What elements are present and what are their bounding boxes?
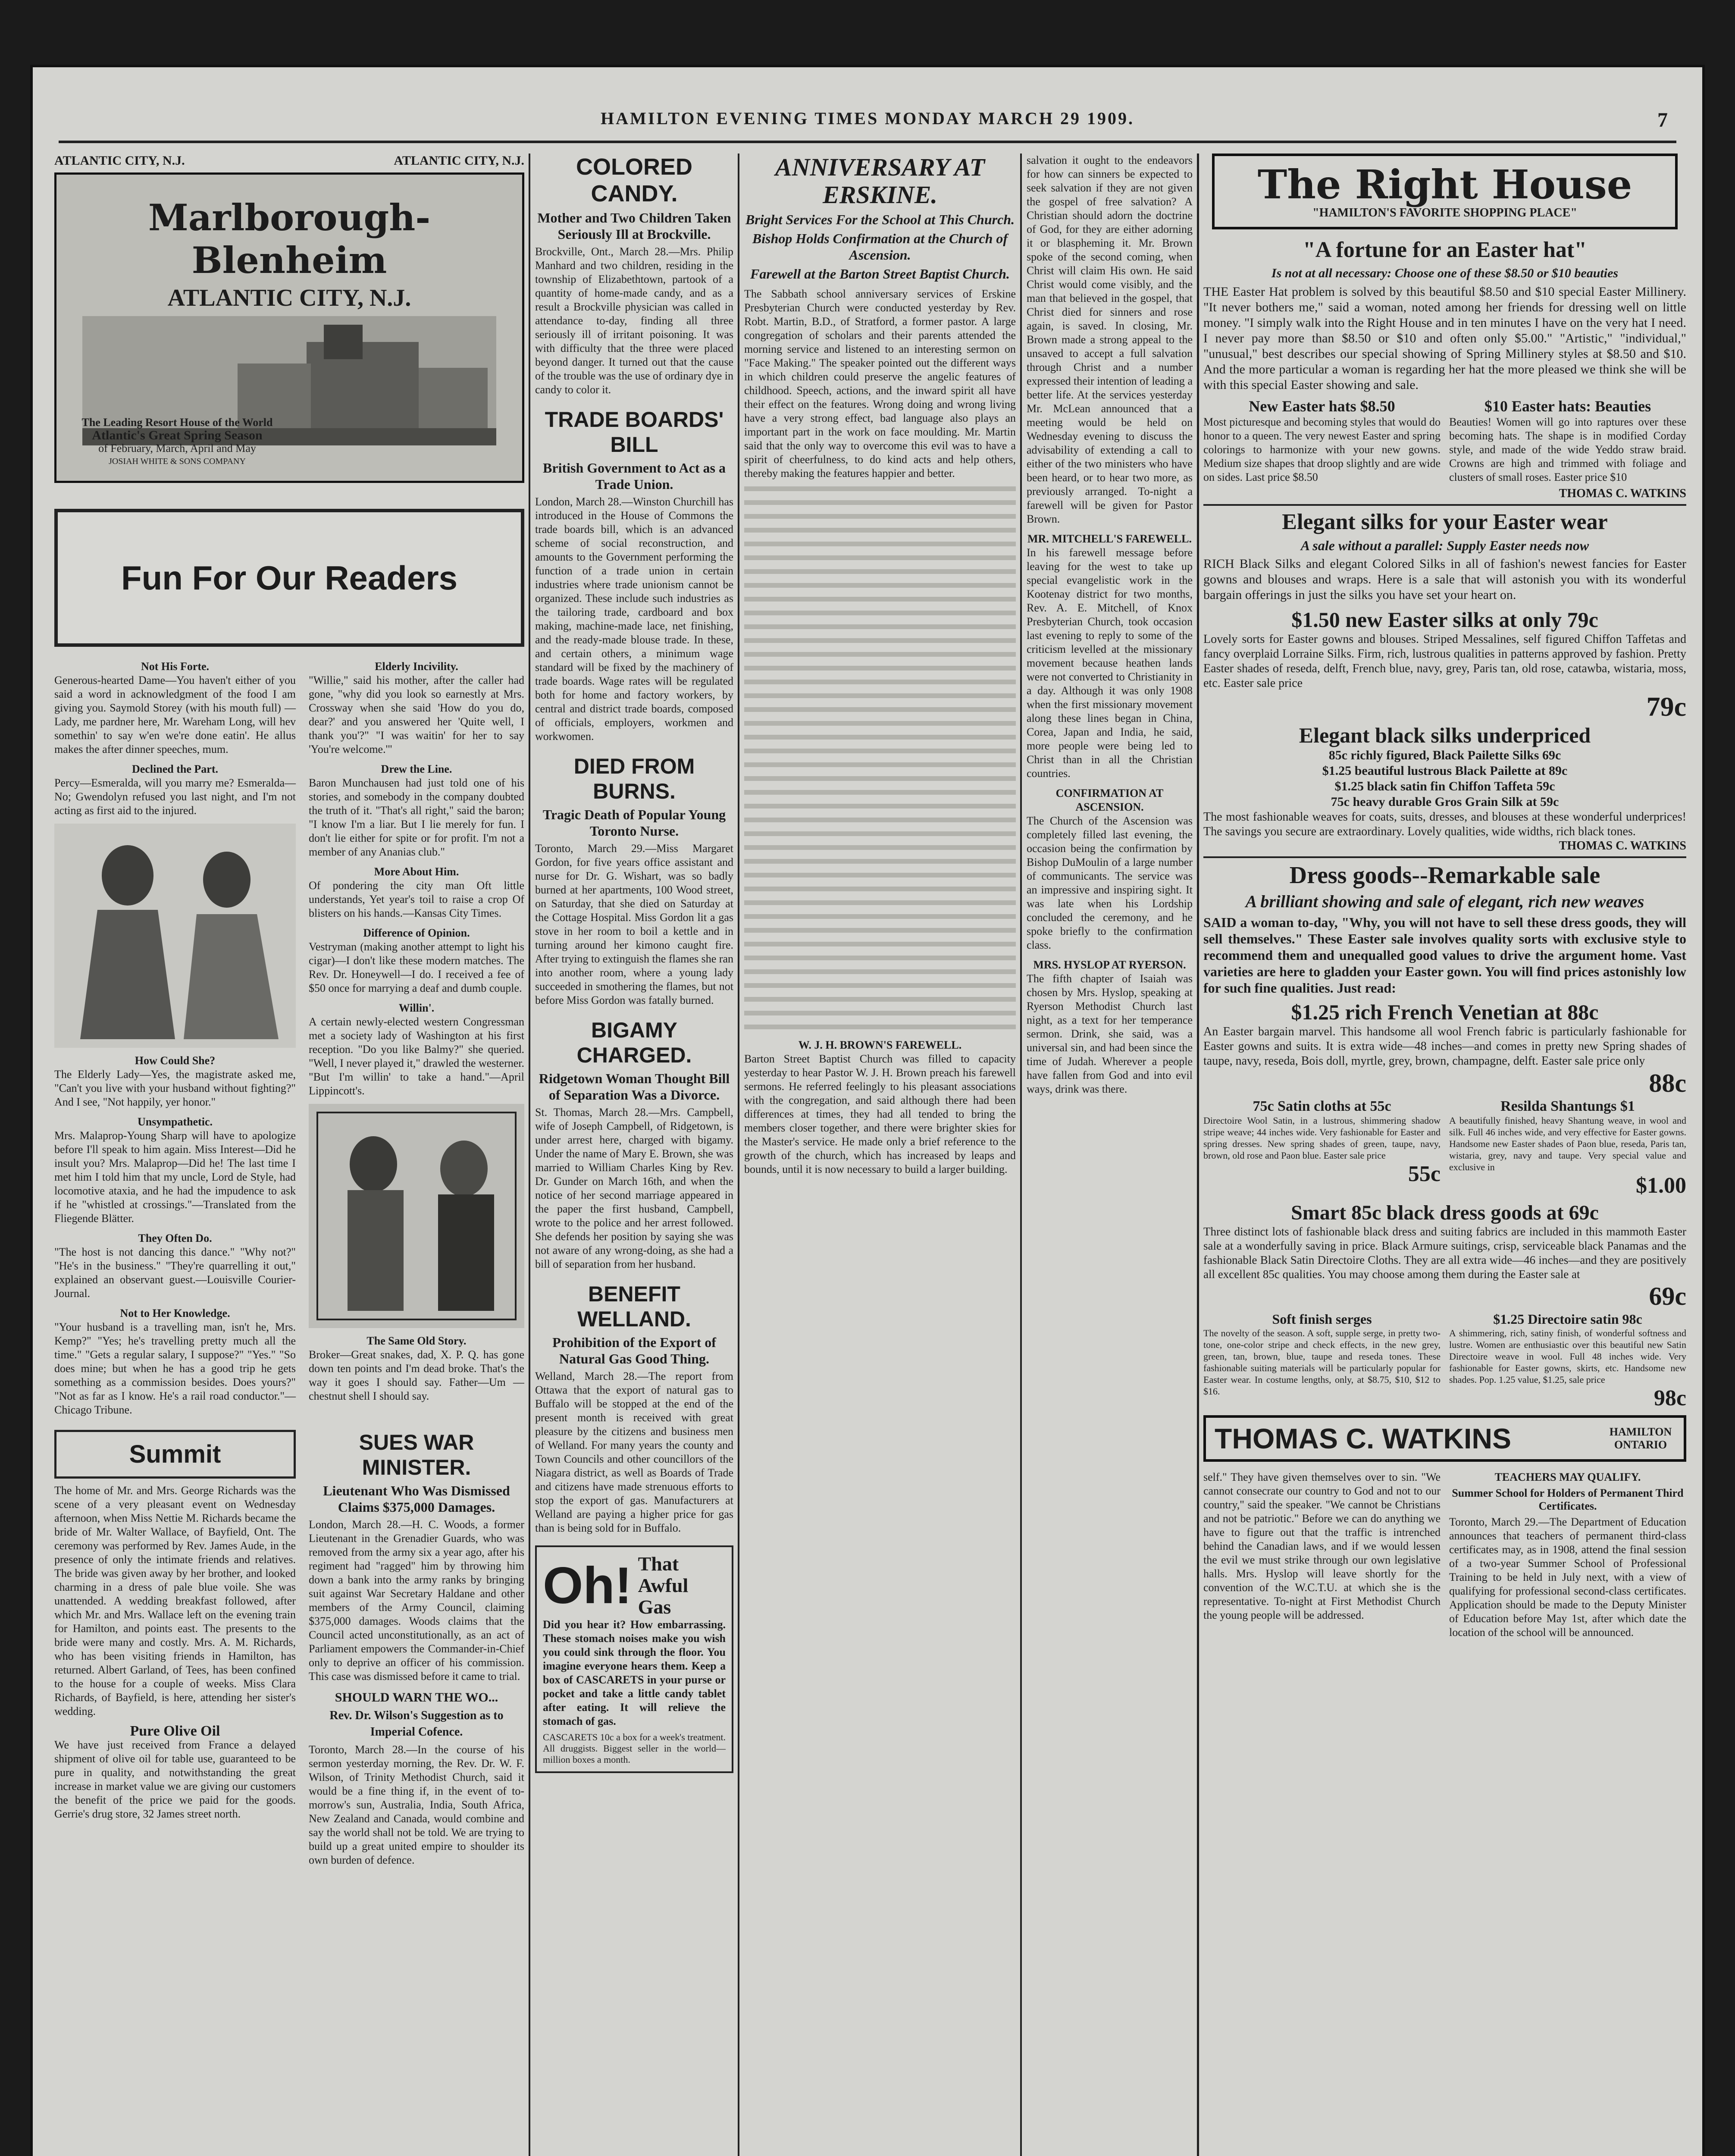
hat-subheading: Is not at all necessary: Choose one of these $8.50 or $10 beauties — [1271, 266, 1619, 280]
hat-left-body: Most picturesque and becoming styles that would do honor to a queen. The very newest Easter and spring colorings to harmonize with your new gowns. Medium size shapes that droop slightly and are wide on sides. Last price $8.50 — [1203, 416, 1441, 483]
ad-owner: JOSIAH WHITE & SONS COMPANY — [109, 457, 246, 466]
joke-heading: They Often Do. — [138, 1232, 212, 1244]
ad-line-2: Atlantic's Great Spring Season — [92, 428, 263, 442]
willin-heading: Willin'. — [398, 1002, 435, 1014]
joke-body: "Your husband is a travelling man, isn't he, Mrs. Kemp?" "Yes; he's travelling pretty much all the time." "Gets a regular salary, I suppose?" "Yes." "So does mine; but when he has a good trip he gets something as a commission besides. Does yours?" "Not as far as I know. He's a rail road conductor."—Chicago Tribune. — [54, 1321, 296, 1416]
jokes-left-column — [54, 660, 296, 1417]
satin-body: Directoire Wool Satin, in a lustrous, shimmering shadow stripe weave; 44 inches wide. Very fashionable for Easter and spring dresses. New spring shades of green, taupe, navy, brown, old rose and Paon blue. Easter sale price — [1203, 1115, 1441, 1161]
more-heading: More About Him. — [374, 865, 459, 878]
candy-body: Brockville, Ont., March 28.—Mrs. Philip Manhard and two children, residing in the township of Elizabethtown, partook of a quantity of home-made candy, and as a result a Brockville physician was called in attendance to-day, finding all three seriously ill of irritant poisoning. It was with difficulty that the three were placed beyond danger. It turned out that the cause of the trouble was the use of ordinary dye in candy to color it. — [535, 245, 733, 396]
diff-body: Vestryman (making another attempt to light his cigar)—I don't like these modern matches. The Rev. Dr. Honeywell—I do. I received a fee of $50 once for marrying a deaf and dumb couple. — [309, 940, 524, 994]
joke-body: Percy—Esmeralda, will you marry me? Esmeralda—No; Gwendolyn refused you last night, and I'm not acting as first aid to the injured. — [54, 777, 296, 817]
joke-heading: Not His Forte. — [141, 660, 210, 673]
joke-body: "The host is not dancing this dance." "Why not?" "He's in the business." "They're quarrelling it out," explained an observant guest.—Louisville Courier-Journal. — [54, 1246, 296, 1300]
warn-body: Toronto, March 28.—In the course of his sermon yesterday morning, the Rev. Dr. W. F. Wilson, of Trinity Methodist Church, said it would be a fine thing if, in the event of to-morrow's sun, Australia, India, South Africa, New Zealand and Canada, would combine and say the world shall not be told. We are trying to build up a great united empire to shoulder its own burden of defence. — [309, 1743, 524, 1866]
trade-body: London, March 28.—Winston Churchill has introduced in the House of Commons the trade boards bill, which is an advanced scheme of social reconstruction, and amounts to the Government performing the function of a trade union in certain industries where trade unionism cannot be organized. These include such industries as the tailoring trade, cardboard and box making, machine-made lace, net finishing, and the ready-made blouse trade. In these, and certain others, a minimum wage standard will be fixed by the machinery of trade boards. Wage rates will be regulated both for home and factory workers, by central and district trade boards, composed of officials, employers, workmen and workwomen. — [535, 495, 733, 743]
silk-price-body: Lovely sorts for Easter gowns and blouses. Striped Messalines, self figured Chiffon Taffetas and fancy overplaid Lorraine Silks. Firm, rich, lustrous qualities in patterns approved by fashion. Pretty Easter shades of reseda, delft, French blue, navy, grey, Paris tan, old rose, catawba, wistaria, moss, etc. Easter sale price — [1203, 633, 1686, 690]
silk-heading: Elegant silks for your Easter wear — [1282, 510, 1608, 534]
smart-tag: 69c — [1649, 1282, 1686, 1310]
right-house-ad — [1203, 154, 1686, 2156]
right-house-banner — [1212, 154, 1678, 229]
watkins-place: HAMILTON ONTARIO — [1609, 1426, 1672, 1451]
serge-body: The novelty of the season. A soft, supple serge, in pretty two-tone, one-color stripe and check effects, in the new grey, green, tan, brown, blue, taupe and reseda tones. These fashionable suiting materials will be particularly popular for Easter wear. In costume lengths, only, at $8.75, $10, $12 to $16. — [1203, 1328, 1441, 1397]
joke-body: Generous-hearted Dame—You haven't either of you said a word in acknowledgment of the food I am giving you. Saymold Storey (with his mouth full) —Lady, me pardner here, Mr. Wareham Long, will hev somethin' to say w'en we're done eatin'. He allus makes the after dinner speeches, mum. — [54, 674, 296, 755]
elderly-heading: Elderly Incivility. — [375, 660, 458, 673]
column-rule — [1197, 154, 1199, 2156]
silk-body: RICH Black Silks and elegant Colored Silks in all of fashion's newest fancies for Easter gowns and blouses and wraps. Here is a sale that will astonish you with its wonderful bargain offerings in just the silks you have set your heart on. — [1203, 557, 1686, 602]
page-number: 7 — [1657, 109, 1668, 132]
anniversary-sub-3: Farewell at the Barton Street Baptist Church. — [750, 266, 1010, 282]
hat-heading: "A fortune for an Easter hat" — [1303, 238, 1587, 262]
hat-right-body: Beauties! Women will go into raptures over these becoming hats. The shape is in modified Corday style, and made of the wide Yeddo straw braid. Crowns are high and trimmed with foliage and clusters of small roses. Easter price $10 — [1449, 416, 1686, 483]
joke-heading: Declined the Part. — [132, 763, 218, 775]
confirm-heading: CONFIRMATION AT ASCENSION. — [1055, 787, 1164, 813]
satin-tag: 55c — [1408, 1162, 1441, 1186]
story-body: Broker—Great snakes, dad, X. P. Q. has gone down ten points and I'm dead broke. That's the way it goes I should say. Father—Um — chestnut shell I should say. — [309, 1348, 524, 1402]
warn-subhead: Rev. Dr. Wilson's Suggestion as to Imperial Cofence. — [329, 1709, 504, 1739]
article-continuation-lines — [744, 486, 1016, 1029]
joke-heading: Not to Her Knowledge. — [120, 1307, 230, 1319]
dress-subheading: A brilliant showing and sale of elegant, rich new weaves — [1245, 892, 1644, 911]
watkins-footer — [1203, 1415, 1686, 1462]
column-5 — [1027, 154, 1193, 2156]
more-body: Of pondering the city man Oft little understands, Yet year's toil to raise a crop Of blisters on his hands.—Kansas City Times. — [309, 879, 524, 919]
diff-heading: Difference of Opinion. — [363, 927, 470, 939]
trade-title: TRADE BOARDS' BILL — [545, 407, 724, 457]
warn-title: SHOULD WARN THE WO... — [335, 1690, 498, 1705]
rh-title: The Right House — [1257, 161, 1632, 208]
col5-body-top: salvation it ought to the endeavors for how can sinners be expected to seek salvation if they are not given the gospel of free salvation? A Christian should adorn the doctrine of God, for they are either adorning it or blaspheming it. Mr. Brown spoke of the second coming, when Christ will claim His own. He said Christ would come visibly, and the man that believed in the gospel, that Christ died for sinners and rose again, is saved. In closing, Mr. Brown made a strong appeal to the unsaved to accept a full salvation through Christ and a number expressed their intention of leading a better life. At the services yesterday Mr. McLean announced that a meeting would be held on Wednesday evening to discuss the advisability of extending a call to either of the two ministers who have been heard, or to hear two more, as previously arranged. To-night a farewell will be given for Pastor Brown. — [1027, 154, 1193, 525]
story-caption: The Same Old Story. — [366, 1335, 467, 1347]
ad-place: ATLANTIC CITY, N.J. — [167, 285, 411, 311]
cartoon-broker-father — [309, 1104, 524, 1328]
sues-subhead: Lieutenant Who Was Dismissed Claims $375,000 Damages. — [323, 1483, 510, 1515]
teachers-heading: TEACHERS MAY QUALIFY. — [1494, 1471, 1641, 1483]
watkins-name: THOMAS C. WATKINS — [1215, 1423, 1512, 1454]
welland-body: Welland, March 28.—The report from Ottawa that the export of natural gas to Buffalo will be stopped at the end of the present month is received with great pleasure by the citizens and business men of Welland. For many years the county and Town Councils and other councillors of the Niagara district, as well as Boards of Trade and citizens have made strenuous efforts to stop the export of gas. Manufacturers at Welland are paying a higher price for gas than is being sold for in Buffalo. — [535, 1370, 733, 1534]
pure-olive-body: We have just received from France a delayed shipment of olive oil for table use, guaranteed to be pure in quality, and notwithstanding the great increase in market value we are giving our customers the benefit of the price we paid for the goods. Gerrie's drug store, 32 James street north. — [54, 1739, 296, 1820]
fun-title: Fun For Our Readers — [121, 558, 458, 597]
joke-heading: Unsympathetic. — [137, 1116, 213, 1128]
newspaper-page — [30, 65, 1705, 2156]
hyslop-continued: self." They have given themselves over to sin. "We cannot consecrate our country to God and not to our country," said the speaker. "We cannot be Christians and not be patriotic." Before we can do anything we have to figure out that the traffic is intrenched behind the Canadian laws, and if we would lessen the evil we must strike through our own legislative halls. Mrs. Hyslop will leave shortly for the convention of the W.C.T.U. at which she is the representative. To-night at First Methodist Church the young people will be addressed. — [1203, 1471, 1441, 1621]
mitchell-body: In his farewell message before leaving for the west to take up special evangelistic work in the Kootenay district for two months, Rev. A. E. Mitchell, of Knox Presbyterian Church, took occasion last evening to reply to some of the criticism levelled at the missionary movement because heathen lands were not converted to Christianity in a day. Although it was only 1908 when the first missionary movement along these lines began in China, Corea, Japan and India, he said, more people were being led to Christ than in all the Christian countries. — [1027, 546, 1193, 780]
black-silk-body: The most fashionable weaves for coats, suits, dresses, and blouses at these wonderful underprices! The savings you secure are extraordinary. Lovely qualities, wide widths, rich black tones. — [1203, 810, 1686, 838]
teachers-subheading: Summer School for Holders of Permanent Third Certificates. — [1452, 1487, 1684, 1512]
masthead: HAMILTON EVENING TIMES MONDAY MARCH 29 1909. — [601, 109, 1134, 128]
brown-body: Barton Street Baptist Church was filled to capacity yesterday to hear Pastor W. J. H. Brown preach his farewell sermons. He referred feelingly to his pleasant associations with the congregation, and said although there had been differences at times, they had all tended to bring the members closer together, and there were brighter skies for the Master's service. He made only a brief reference to the growth of the church, which has increased by leaps and bounds, until it is now necessary to build a larger building. — [744, 1053, 1016, 1175]
ad-dateline-right: ATLANTIC CITY, N.J. — [394, 154, 524, 168]
signature-2: THOMAS C. WATKINS — [1559, 839, 1686, 852]
black-silk-line: 85c richly figured, Black Pailette Silks 69c — [1328, 748, 1561, 762]
ad-line-1: The Leading Resort House of the World — [81, 416, 273, 429]
pure-olive-heading: Pure Olive Oil — [130, 1723, 220, 1739]
anniversary-sub-2: Bishop Holds Confirmation at the Church of Ascension. — [752, 231, 1008, 263]
anniversary-sub-1: Bright Services For the School at This Church. — [745, 212, 1015, 227]
sues-title: SUES WAR MINISTER. — [359, 1430, 474, 1479]
column-1 — [54, 154, 524, 2156]
directoire-heading: $1.25 Directoire satin 98c — [1493, 1311, 1642, 1327]
ad-line-3: of February, March, April and May — [98, 442, 256, 454]
column-rule — [529, 154, 530, 2156]
anniversary-body: The Sabbath school anniversary services of Erskine Presbyterian Church were conducted yesterday by Rev. Robt. Martin, B.D., of Stratford, a former pastor. A large congregation of scholars and their parents attended the morning service and listened to an interesting sermon on "Face Making." The speaker pointed out the different ways in which children could preserve the angelic features of childhood. Speech, actions, and the inward spirit all have their effect on the features. Wrong doing and wrong living have a very strong effect, bad language also plays an important part in the work on face moulding. Mr. Martin said that the only way to overcome this evil was to have a spirit of cheerfulness, to do kind acts and help others, thereby making the features happier and better. — [744, 288, 1016, 479]
silk-subheading: A sale without a parallel: Supply Easter needs now — [1300, 538, 1589, 553]
joke-body: The Elderly Lady—Yes, the magistrate asked me, "Can't you live with your husband without fighting?" And I see, "Not happily, yer honor." — [54, 1068, 296, 1108]
resilda-body: A beautifully finished, heavy Shantung weave, in wool and silk. Full 46 inches wide, and very effective for Easter gowns. Handsome new Easter shades of Paon blue, reseda, Paris tan, wistaria, grey, navy and taupe. Very special value and exclusive in — [1449, 1115, 1686, 1172]
drew-body: Baron Munchausen had just told one of his stories, and somebody in the company doubted the truth of it. "That's all right," said the baron; "I know I'm a liar. But I lie merely for fun. I don't lie either for spite or for profit. I'm not a member of any Ananias club." — [309, 777, 524, 858]
teachers-body: Toronto, March 29.—The Department of Education announces that teachers of permanent third-class certificates may, as in 1908, attend the final session of a two-year Summer School of Professional Training to be held in July next, with a view of qualifying for professional second-class certificates. Application should be made to the Deputy Minister of Education before May 1st, after which date the location of the school will be announced. — [1449, 1516, 1686, 1639]
resilda-heading: Resilda Shantungs $1 — [1500, 1098, 1635, 1114]
willin-body: A certain newly-elected western Congressman met a society lady of Washington at his first reception. "Do you like Balmy?" she queried. "Well, I never played it," drawled the westerner. "But I'm willin' to take a hand."—April Lippincott's. — [309, 1015, 524, 1097]
black-silk-line: 75c heavy durable Gros Grain Silk at 59c — [1331, 795, 1559, 809]
serge-heading: Soft finish serges — [1272, 1311, 1372, 1327]
oh-body: Did you hear it? How embarrassing. These stomach noises make you wish you could sink through the floor. You imagine everyone hears them. Keep a box of CASCARETS in your purse or pocket and take a little candy tablet after eating. It will relieve the stomach of gas. — [543, 1618, 726, 1727]
burns-body: Toronto, March 29.—Miss Margaret Gordon, for five years office assistant and nurse for Dr. G. Wishart, was so badly burned at her apartments, 100 Wood street, on Saturday, that she died on Saturday at the Cottage Hospital. Miss Gordon lit a gas stove in her room to boil a kettle and in turning around her kimono caught fire. After trying to extinguish the flames she ran into another room, where a young lady succeeded in smothering the flames, but not before Miss Gordon was fatally burned. — [535, 842, 733, 1006]
summit-body: The home of Mr. and Mrs. George Richards was the scene of a very pleasant event on Wednesday afternoon, when Miss Nettie M. Richards became the bride of Mr. Walter Wallace, of Bayfield, Ont. The ceremony was performed by Rev. James Aude, in the presence of only the intimate friends and relatives. The bride was given away by her brother, and looked charming in a dress of pale blue voile. She was unattended. A wedding breakfast followed, after which Mr. and Mrs. Wallace left on the evening train for Hamilton, and points east. The presents to the bride were many and costly. Mrs. A. M. Richards, who has been visiting friends in Hamilton, has returned. Albert Garland, of Tees, has been confined to the house for a couple of weeks. Miss Clara Richards, of Bayfield, is here, attending her sister's wedding. — [54, 1484, 296, 1717]
dress-body: SAID a woman to-day, "Why, you will not have to sell these dress goods, they will sell themselves." These Easter sale involves quality sorts with exclusive style to recommend them and unequalled good values to drive the argument home. Vast varieties are here to gladden your Easter gown. You will find prices astonishly low for such fine qualities. Just read: — [1203, 915, 1686, 996]
directoire-tag: 98c — [1654, 1386, 1686, 1410]
venetian-body: An Easter bargain marvel. This handsome all wool French fabric is particularly fashionable for Easter gowns and suits. It is extra wide—48 inches—and comes in pretty new Spring shades of taupe, navy, reseda, Bois doll, myrtle, grey, brown, champagne, delft. Easter sale price only — [1203, 1025, 1686, 1068]
hyslop-body: The fifth chapter of Isaiah was chosen by Mrs. Hyslop, speaking at Ryerson Methodist Church last night, as a text for her temperance sermon. Drink, she said, was a universal sin, and had been since the time of Judah. Wherever a people have fallen from God and into evil ways, drink was there. — [1027, 972, 1193, 1095]
bigamy-body: St. Thomas, March 28.—Mrs. Campbell, wife of Joseph Campbell, of Ridgetown, is under arrest here, charged with bigamy. Under the name of Mary E. Brown, she was married to William Charles King by Rev. Dr. Gunder on March 16th, and when the notice of her second marriage appeared in the paper the first husband, Campbell, wrote to the police and her arrest followed. She defends her position by saying she was not aware of any wrong-doing, as she had a bill of separation from her husband. — [535, 1106, 733, 1270]
trade-subhead: British Government to Act as a Trade Union. — [543, 460, 726, 492]
venetian-heading: $1.25 rich French Venetian at 88c — [1291, 1000, 1599, 1024]
candy-title: COLORED CANDY. — [576, 154, 692, 207]
column-rule — [1020, 154, 1022, 2156]
burns-subhead: Tragic Death of Popular Young Toronto Nurse. — [542, 807, 726, 839]
elderly-body: "Willie," said his mother, after the caller had gone, "why did you look so earnestly at Mrs. Crossway when she said 'How do you do, dear?' and you answered her 'Quite well, I thank you'?" "I was waitin' for her to say 'You're welcome.'" — [309, 674, 524, 755]
hat-body: THE Easter Hat problem is solved by this beautiful $8.50 and $10 special Easter Millinery. "It never bothers me," said a woman, noted among her friends for dressing well on little money. "I simply walk into the Right House and in ten minutes I have on the very hat I need. I never pay more than $8.50 or $10 and often only $5.00." "Artistic," "individual," "unusual," best describes our special showing of Spring Millinery styles at $8.50 and $10. And the more particular a woman is regarding her hat the more pleased we think she will be with this special Easter showing and sale. — [1203, 285, 1686, 392]
resilda-tag: $1.00 — [1636, 1173, 1686, 1198]
signature-1: THOMAS C. WATKINS — [1559, 487, 1686, 500]
oh-title: Oh! — [543, 1557, 632, 1614]
cartoon-two-women — [54, 824, 296, 1048]
column-rule — [738, 154, 739, 2156]
smart-heading: Smart 85c black dress goods at 69c — [1291, 1201, 1599, 1224]
anniversary-title: ANNIVERSARY AT ERSKINE. — [775, 154, 985, 209]
marlborough-blenheim-ad — [54, 172, 524, 483]
welland-subhead: Prohibition of the Export of Natural Gas Good Thing. — [552, 1335, 716, 1366]
ad-title: Marlborough-Blenheim — [148, 196, 431, 282]
confirm-body: The Church of the Ascension was completely filled last evening, the occasion being the confirmation by Bishop DuMoulin of a large number of communicants. The service was an impressive and inspiring sight. It was late when his Lordship concluded the ceremony, and he spoke briefly to the confirmation class. — [1027, 815, 1193, 951]
silk-price-heading: $1.50 new Easter silks at only 79c — [1291, 608, 1598, 632]
candy-subhead: Mother and Two Children Taken Seriously Ill at Brockville. — [537, 210, 731, 242]
bigamy-subhead: Ridgetown Woman Thought Bill of Separation Was a Divorce. — [539, 1071, 730, 1103]
bigamy-title: BIGAMY CHARGED. — [576, 1018, 692, 1067]
dress-heading: Dress goods--Remarkable sale — [1289, 862, 1600, 889]
brown-heading: W. J. H. BROWN'S FAREWELL. — [798, 1039, 962, 1051]
venetian-tag: 88c — [1649, 1069, 1686, 1097]
oh-footer: CASCARETS 10c a box for a week's treatment. All druggists. Biggest seller in the world—million boxes a month. — [543, 1732, 726, 1765]
hyslop-heading: MRS. HYSLOP AT RYERSON. — [1033, 959, 1186, 971]
sues-body: London, March 28.—H. C. Woods, a former Lieutenant in the Grenadier Guards, who was removed from the army six a year ago, after his regiment had "ragged" him by throwing him down a bank into the army ranks by bringing suit against War Secretary Haldane and other members of the Army Council, claiming $375,000 damages. Woods claims that the Council acted unconstitutionally, as an act of Parliament empowers the Commander-in-Chief only to deprive an officer of his commission. This case was dismissed before it came to trial. — [309, 1518, 524, 1683]
smart-body: Three distinct lots of fashionable black dress and suiting fabrics are included in this mammoth Easter sale at a wonderfully saving in price. Black Armure suitings, crisp, serviceable black Panamas and the fashionable Black Satin Directoire Cloths. They are all extra wide—46 inches—and they are positively all excellent 85c qualities. You may choose among them during the Easter sale at — [1203, 1225, 1686, 1281]
hat-left-heading: New Easter hats $8.50 — [1249, 398, 1395, 415]
welland-title: BENEFIT WELLAND. — [577, 1282, 691, 1331]
black-silk-line: $1.25 black satin fin Chiffon Taffeta 59c — [1334, 779, 1555, 793]
sues-section — [309, 1430, 524, 1867]
satin-heading: 75c Satin cloths at 55c — [1253, 1098, 1391, 1114]
column-4 — [744, 154, 1016, 2156]
directoire-body: A shimmering, rich, satiny finish, of wonderful softness and lustre. Women are enthusiastic over this beautiful new Satin Directoire weave in wool. Full 48 inches wide. Very fashionable for Easter gowns, skirts, etc. Handsome new shades. Pop. 1.25 value, $1.25, sale price — [1449, 1328, 1686, 1385]
fun-for-readers-banner — [54, 509, 524, 647]
drew-heading: Drew the Line. — [381, 763, 452, 775]
ad-dateline-left: ATLANTIC CITY, N.J. — [54, 154, 185, 168]
mitchell-heading: MR. MITCHELL'S FAREWELL. — [1027, 533, 1192, 545]
masthead-rule — [59, 141, 1676, 143]
summit-section — [54, 1430, 296, 1867]
silk-price-tag: 79c — [1646, 691, 1686, 722]
column-3 — [535, 154, 733, 2156]
hat-right-heading: $10 Easter hats: Beauties — [1484, 398, 1651, 415]
cartoon-caption: How Could She? — [135, 1054, 216, 1067]
cascarets-ad — [535, 1545, 733, 1773]
rh-slogan: "HAMILTON'S FAVORITE SHOPPING PLACE" — [1312, 206, 1577, 219]
black-silk-line: $1.25 beautiful lustrous Black Pailette at 89c — [1322, 764, 1568, 778]
oh-subtitle: That Awful Gas — [638, 1553, 689, 1618]
black-silk-list — [1203, 748, 1686, 810]
black-silk-heading: Elegant black silks underpriced — [1299, 723, 1591, 747]
ad-dateline — [54, 154, 524, 168]
column-2-upper — [309, 660, 524, 1417]
burns-title: DIED FROM BURNS. — [573, 754, 695, 803]
summit-title: Summit — [54, 1430, 296, 1479]
joke-body: Mrs. Malaprop-Young Sharp will have to apologize before I'll speak to him again. Miss Interest—Did he insult you? Mrs. Malaprop—Did he! The last time I met him I told him that my uncle, Lord de Style, had locomotive ataxia, and he had the impudence to ask if he "whistled at crossings."—Translated from the Fliegende Blätter. — [54, 1129, 296, 1225]
